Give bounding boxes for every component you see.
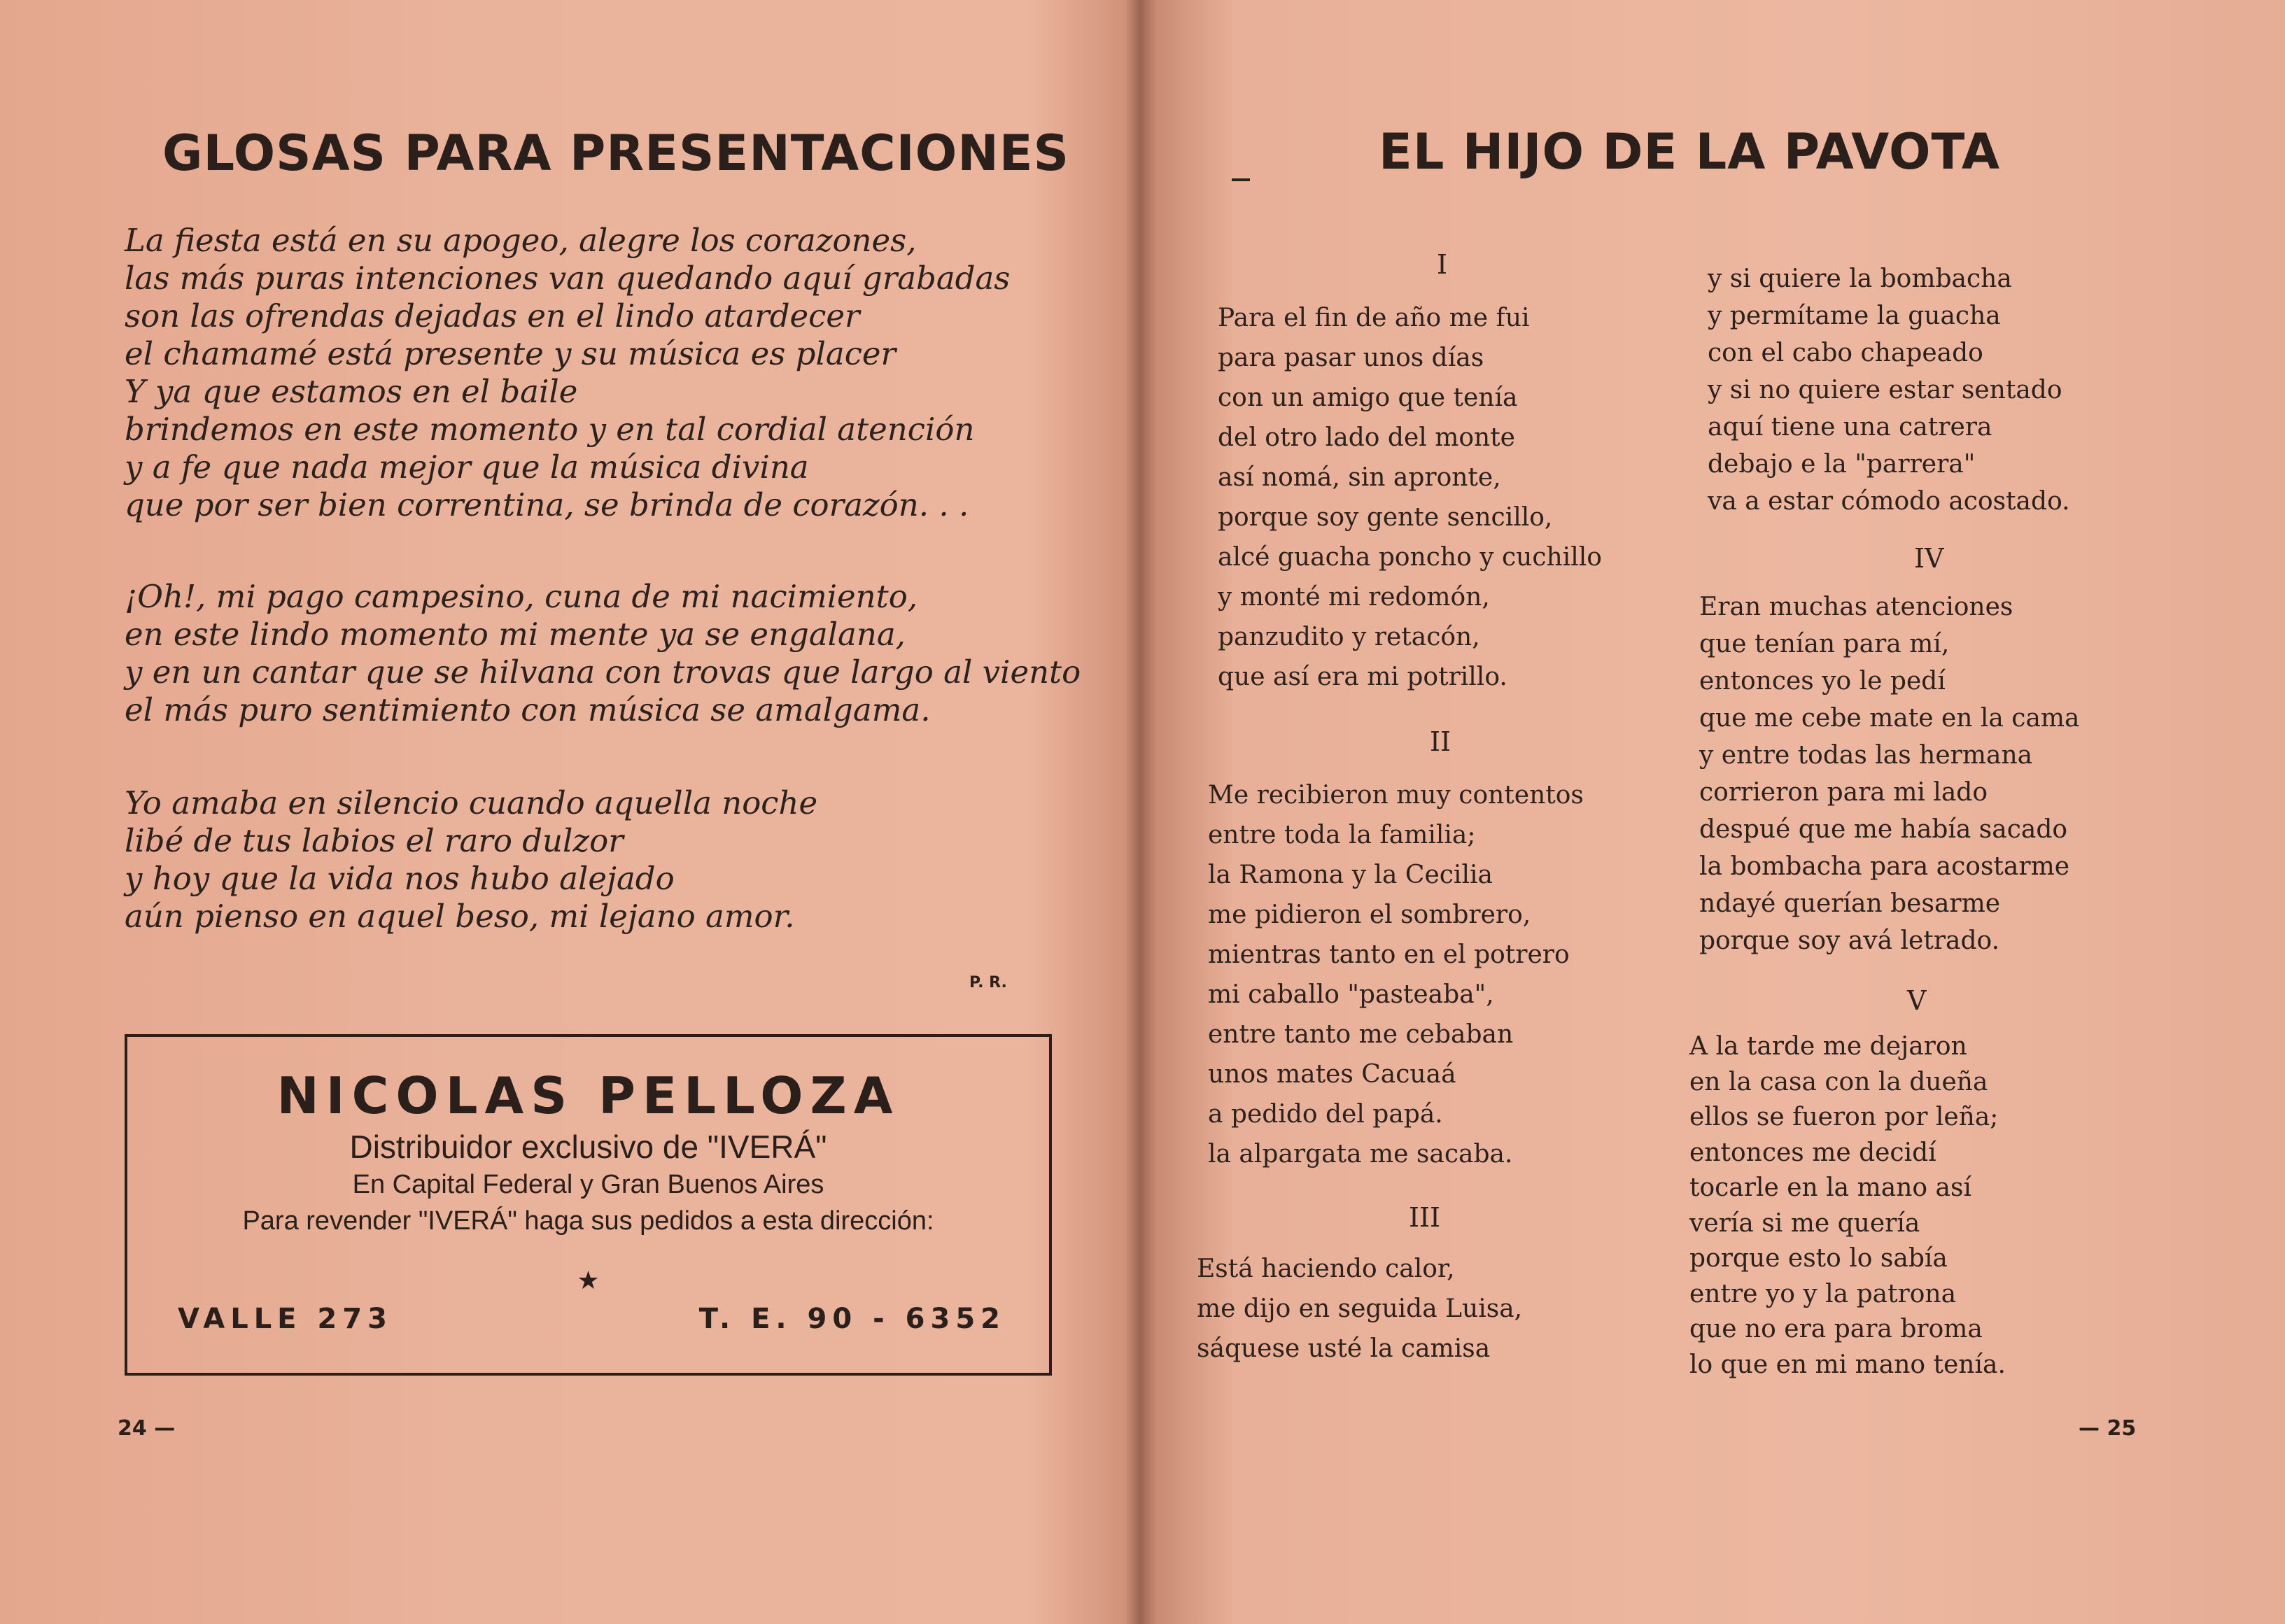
verse-line: unos mates Cacuaá: [1208, 1060, 1456, 1089]
verse-line: entonces me decidí: [1689, 1138, 1936, 1167]
verse-line: entre tanto me cebaban: [1208, 1020, 1514, 1049]
poem-line: el más puro sentimiento con música se amalgama.: [125, 691, 931, 728]
poem-stanza-1: [125, 222, 1010, 524]
verse-line: va a estar cómodo acostado.: [1708, 487, 2070, 516]
verse-line: despué que me había sacado: [1699, 815, 2068, 844]
poem-stanza-2: [125, 578, 1081, 729]
ad-name: NICOLAS PELLOZA: [276, 1066, 900, 1125]
verse-section-2: [1208, 775, 1584, 1174]
verse-line: y monté mi redomón,: [1218, 583, 1490, 612]
verse-line: alcé guacha poncho y cuchillo: [1218, 543, 1602, 572]
ad-phone: T. E. 90 - 6352: [698, 1303, 1006, 1335]
verse-line: Para el fin de año me fui: [1218, 304, 1530, 332]
poem-line: son las ofrendas dejadas en el lindo atardecer: [125, 297, 860, 334]
verse-line: porque esto lo sabía: [1689, 1244, 1948, 1273]
author-initials: P. R.: [969, 974, 1007, 991]
verse-line: en la casa con la dueña: [1689, 1067, 1988, 1096]
section-numeral: I: [1437, 249, 1448, 280]
page-number-left: 24 —: [118, 1416, 176, 1441]
verse-line: tocarle en la mano así: [1689, 1173, 1971, 1202]
ad-line-orders: Para revender "IVERÁ" haga sus pedidos a esta dirección:: [242, 1206, 934, 1236]
verse-section-1: [1218, 298, 1602, 697]
verse-line: que me cebe mate en la cama: [1699, 704, 2080, 733]
verse-line: A la tarde me dejaron: [1689, 1032, 1967, 1061]
verse-line: entonces yo le pedí: [1699, 667, 1946, 696]
verse-line: mi caballo "pasteaba",: [1208, 980, 1494, 1009]
verse-line: porque soy gente sencillo,: [1218, 503, 1553, 532]
poem-line: el chamamé está presente y su música es placer: [125, 335, 897, 372]
poem-line: en este lindo momento mi mente ya se engalana,: [125, 616, 906, 653]
verse-line: me pidieron el sombrero,: [1208, 901, 1531, 929]
poem-line: y hoy que la vida nos hubo alejado: [125, 860, 675, 897]
poem-line: brindemos en este momento y en tal cordial atención: [125, 411, 975, 448]
ad-line-distributor: Distribuidor exclusivo de "IVERÁ": [349, 1129, 827, 1165]
section-numeral: III: [1409, 1202, 1441, 1233]
dash-mark: [1232, 178, 1250, 181]
verse-line: y si quiere la bombacha: [1708, 264, 2012, 293]
verse-line: corrieron para mi lado: [1699, 778, 1988, 807]
verse-line: la Ramona y la Cecilia: [1208, 861, 1493, 889]
left-page: [0, 0, 1137, 1624]
poem-line: que por ser bien correntina, se brinda de corazón. . .: [125, 486, 969, 523]
verse-section-4: [1699, 588, 2080, 959]
right-page: [1148, 0, 2285, 1624]
verse-line: la alpargata me sacaba.: [1208, 1140, 1513, 1168]
ad-address: VALLE 273: [178, 1303, 393, 1335]
verse-line: panzudito y retacón,: [1218, 623, 1480, 651]
section-numeral: IV: [1914, 543, 1944, 574]
verse-line: que no era para broma: [1689, 1315, 1983, 1343]
verse-line: para pasar unos días: [1218, 344, 1484, 372]
verse-section-5: [1689, 1029, 2006, 1383]
verse-line: así nomá, sin apronte,: [1218, 463, 1501, 492]
verse-line: a pedido del papá.: [1208, 1100, 1443, 1129]
verse-line: y si no quiere estar sentado: [1708, 376, 2062, 404]
verse-line: que así era mi potrillo.: [1218, 663, 1507, 691]
verse-line: aquí tiene una catrera: [1708, 413, 1992, 442]
verse-line: y permítame la guacha: [1708, 302, 2001, 330]
verse-line: sáquese usté la camisa: [1197, 1334, 1491, 1363]
verse-line: entre toda la familia;: [1208, 821, 1476, 849]
verse-line: Está haciendo calor,: [1197, 1255, 1455, 1283]
verse-line: Eran muchas atenciones: [1699, 593, 2013, 621]
page-number-right: — 25: [2079, 1416, 2137, 1441]
verse-line: porque soy avá letrado.: [1699, 926, 2000, 955]
verse-line: ndayé querían besarme: [1699, 889, 2001, 918]
verse-line: me dijo en seguida Luisa,: [1197, 1294, 1523, 1323]
poem-line: ¡Oh!, mi pago campesino, cuna de mi nacimiento,: [125, 578, 918, 615]
verse-line: debajo e la "parrera": [1708, 450, 1976, 479]
poem-line: y en un cantar que se hilvana con trovas que largo al viento: [125, 654, 1081, 691]
ad-line-region: En Capital Federal y Gran Buenos Aires: [352, 1170, 824, 1199]
verse-line: la bombacha para acostarme: [1699, 852, 2070, 881]
poem-line: aún pienso en aquel beso, mi lejano amor.: [125, 898, 795, 935]
verse-line: ellos se fueron por leña;: [1689, 1103, 1999, 1131]
poem-line: las más puras intenciones van quedando aquí grabadas: [125, 260, 1011, 297]
verse-line: lo que en mi mano tenía.: [1689, 1350, 2006, 1379]
verse-line: con un amigo que tenía: [1218, 383, 1518, 412]
poem-line: libé de tus labios el raro dulzor: [125, 822, 624, 859]
poem-line: La fiesta está en su apogeo, alegre los corazones,: [125, 222, 917, 259]
verse-line: Me recibieron muy contentos: [1208, 781, 1584, 810]
poem-line: Yo amaba en silencio cuando aquella noche: [125, 784, 818, 821]
verse-line: vería si me quería: [1689, 1208, 1920, 1238]
verse-line: mientras tanto en el potrero: [1208, 940, 1570, 969]
verse-line: con el cabo chapeado: [1708, 339, 1983, 367]
advertisement-box: [125, 1034, 1052, 1376]
verse-line: del otro lado del monte: [1218, 423, 1515, 452]
verse-line: entre yo y la patrona: [1689, 1279, 1957, 1308]
section-numeral: V: [1907, 985, 1927, 1016]
verse-section-3: [1197, 1249, 1522, 1369]
star-icon: ★: [577, 1266, 600, 1295]
poem-stanza-3: [125, 784, 817, 935]
right-page-title: EL HIJO DE LA PAVOTA: [1379, 123, 2001, 181]
poem-line: Y ya que estamos en el baile: [125, 373, 578, 410]
verse-line: y entre todas las hermana: [1699, 741, 2033, 770]
verse-line: que tenían para mí,: [1699, 630, 1950, 658]
verse-section-3-continued: [1708, 260, 2070, 520]
section-numeral: II: [1430, 726, 1451, 757]
left-page-title: GLOSAS PARA PRESENTACIONES: [162, 125, 1070, 182]
poem-line: y a fe que nada mejor que la música divina: [125, 449, 809, 486]
